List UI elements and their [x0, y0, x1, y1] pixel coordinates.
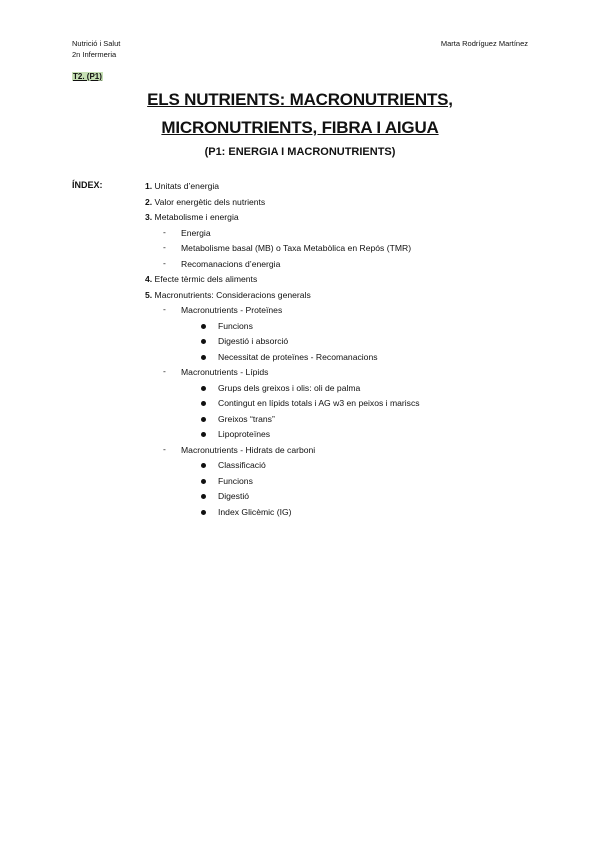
bullet-icon [201, 417, 206, 422]
bullet-icon [201, 494, 206, 499]
dash-marker: - [163, 366, 166, 376]
toc-subsection: Macronutrients - Lípids [181, 367, 269, 377]
dash-marker: - [163, 242, 166, 252]
toc-bullet-item: Necessitat de proteïnes - Recomanacions [218, 351, 378, 362]
bullet-icon [201, 355, 206, 360]
toc-bullet-item: Digestió i absorció [218, 336, 289, 346]
bullet-icon [201, 479, 206, 484]
bullet-icon [201, 339, 206, 344]
toc-subsection: Energia [181, 227, 211, 238]
toc-section-text: Valor energètic dels nutrients [152, 196, 266, 207]
toc-bullet-item: Lipoproteïnes [218, 429, 271, 439]
toc-section-text: Macronutrients: Consideracions generals [152, 289, 311, 300]
toc-section-text: Efecte tèrmic dels aliments [152, 274, 258, 284]
course-year: 2n Infermeria [72, 50, 117, 59]
toc-section-number: 3. [145, 212, 153, 222]
toc-bullet-item: Contingut en lípids totals i AG w3 en peixos i mariscs [218, 398, 420, 408]
dash-marker: - [163, 443, 166, 454]
toc-bullet-item: Index Glicèmic (IG) [218, 506, 292, 517]
toc-section [145, 289, 311, 301]
toc-subsection: Metabolisme basal (MB) o Taxa Metabòlica en Repós (TMR) [181, 243, 412, 253]
toc-bullet-item: Greixos “trans” [218, 413, 275, 424]
dash-marker: - [163, 257, 166, 268]
toc-subsection: Recomanacions d’energia [181, 258, 281, 269]
author-name: Marta Rodríguez Martínez [440, 39, 528, 48]
toc-subsection: Macronutrients - Proteïnes [181, 305, 283, 315]
topic-tag: T2. (P1) [73, 72, 102, 81]
toc-section-number: 2. [145, 196, 153, 207]
course-name: Nutrició i Salut [72, 39, 121, 48]
toc-section-number: 1. [145, 181, 153, 191]
subtitle: (P1: ENERGIA I MACRONUTRIENTS) [204, 146, 396, 158]
toc-section [145, 196, 265, 208]
bullet-icon [201, 386, 206, 391]
title-line-2: MICRONUTRIENTS, FIBRA I AIGUA [161, 118, 439, 137]
header-left [72, 38, 120, 60]
toc-bullet-item: Digestió [218, 491, 250, 501]
bullet-icon [201, 401, 206, 406]
toc-section-number: 5. [145, 289, 153, 300]
dash-marker: - [163, 304, 166, 314]
bullet-icon [201, 463, 206, 468]
bullet-icon [201, 510, 206, 515]
toc-section-text: Metabolisme i energia [152, 212, 239, 222]
toc-section-text: Unitats d’energia [152, 181, 220, 191]
toc-section [145, 180, 219, 192]
toc-section [145, 273, 257, 285]
toc-subsection: Macronutrients - Hidrats de carboni [181, 444, 316, 455]
index-label: ÍNDEX: [72, 180, 103, 190]
dash-marker: - [163, 226, 166, 237]
bullet-icon [201, 324, 206, 329]
toc-bullet-item: Funcions [218, 475, 253, 486]
toc-section [145, 211, 239, 223]
title-line-1: ELS NUTRIENTS: MACRONUTRIENTS, [147, 90, 453, 109]
toc-bullet-item: Classificació [218, 460, 266, 470]
toc-bullet-item: Funcions [218, 320, 253, 331]
toc-section-number: 4. [145, 274, 153, 284]
bullet-icon [201, 432, 206, 437]
toc-bullet-item: Grups dels greixos i olis: oli de palma [218, 382, 361, 393]
